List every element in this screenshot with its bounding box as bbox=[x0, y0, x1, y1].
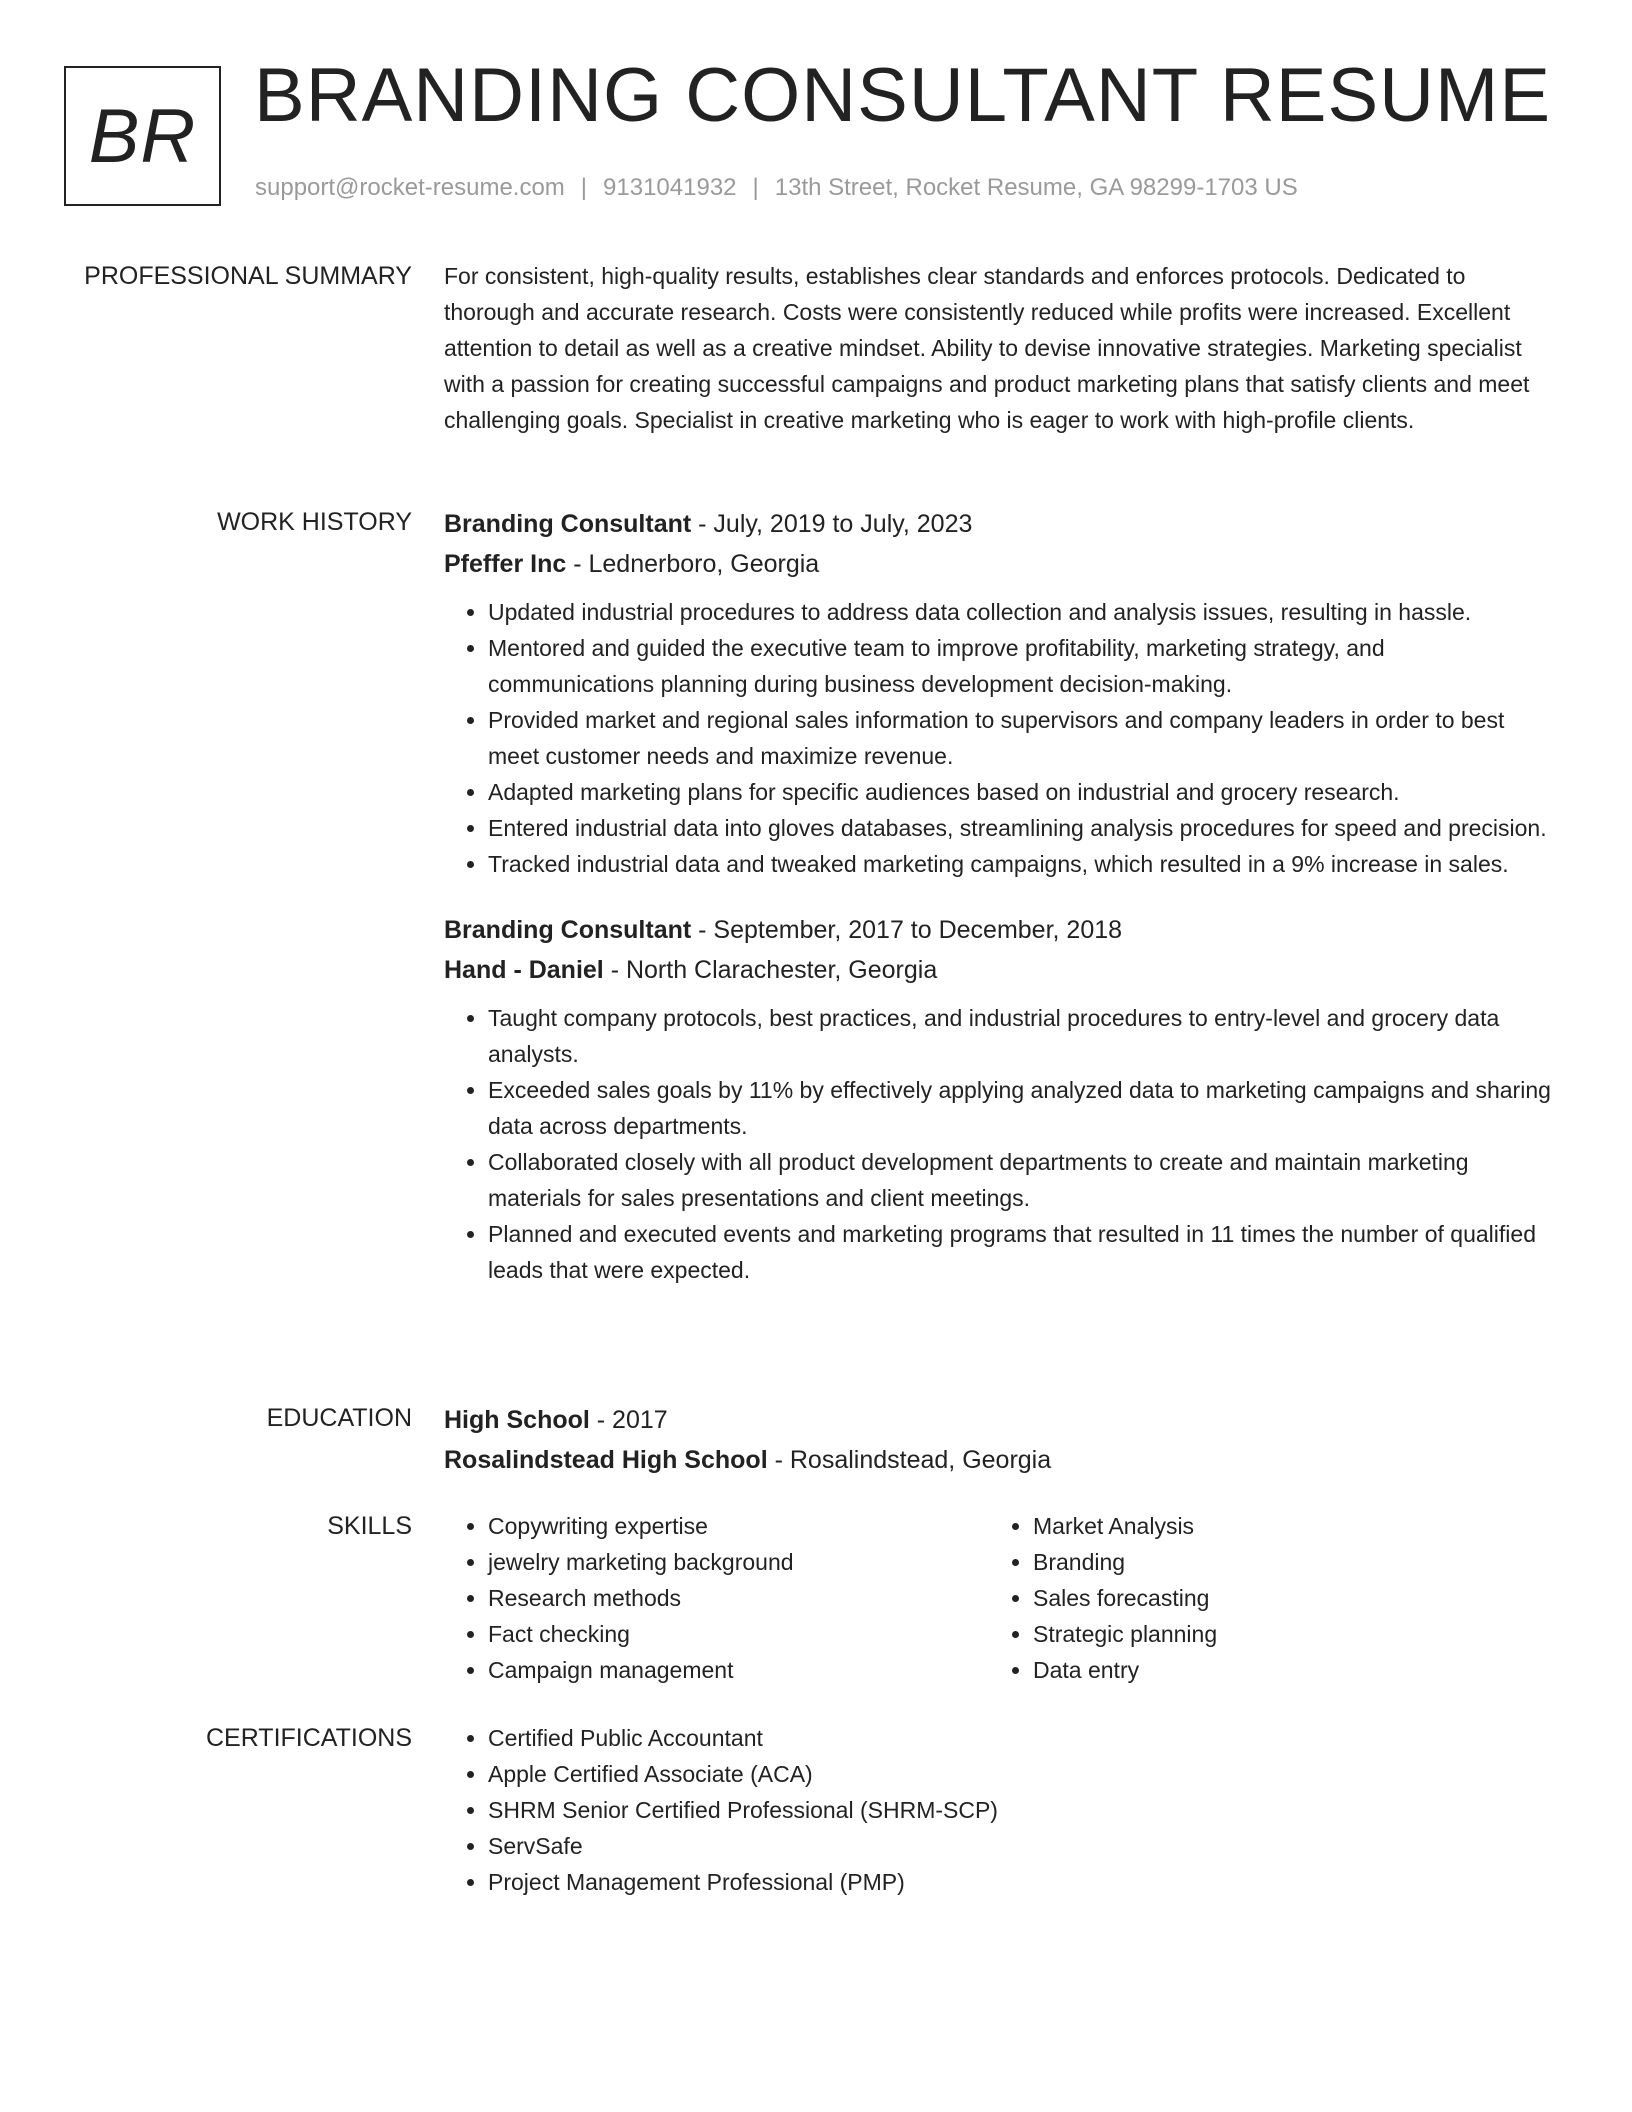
skill-item: • Branding bbox=[1033, 1544, 1534, 1580]
certifications-list bbox=[444, 1720, 1554, 1900]
job-bullet: • Adapted marketing plans for specific audiences based on industrial and grocery research. bbox=[488, 774, 1554, 810]
contact-address: 13th Street, Rocket Resume, GA 98299-1703 US bbox=[774, 174, 1298, 201]
skills-heading: SKILLS bbox=[327, 1512, 412, 1540]
job-bullets bbox=[444, 594, 1554, 882]
skill-item: • Data entry bbox=[1033, 1652, 1534, 1688]
certifications-body bbox=[444, 1720, 1554, 1900]
job-bullet: • Planned and executed events and marketing programs that resulted in 11 times the number of qualified leads that were expected. bbox=[488, 1216, 1554, 1288]
job-bullet: • Mentored and guided the executive team to improve profitability, marketing strategy, and communications planning during business development decision-making. bbox=[488, 630, 1554, 702]
skills-body bbox=[444, 1508, 1554, 1688]
job-location: - Lednerboro, Georgia bbox=[566, 550, 820, 578]
job-title-line bbox=[444, 504, 1554, 544]
education-body bbox=[444, 1400, 1554, 1480]
skill-item: • jewelry marketing background bbox=[488, 1544, 989, 1580]
skill-item: • Strategic planning bbox=[1033, 1616, 1534, 1652]
job-title: Branding Consultant bbox=[444, 510, 692, 538]
job-bullet: • Updated industrial procedures to address data collection and analysis issues, resulting in hassle. bbox=[488, 594, 1554, 630]
summary-text: For consistent, high-quality results, establishes clear standards and enforces protocols. Dedicated to thorough and accurate research. Costs were consistently reduced while profits were increased. Excellent attention to detail as well as a creative mindset. Ability to devise innovative strategies. Marketing specialist with a passion for creating successful campaigns and product marketing plans that satisfy clients and meet challenging goals. Specialist in creative marketing who is eager to work with high-profile clients. bbox=[444, 263, 1530, 433]
contact-separator: | bbox=[580, 174, 588, 201]
job-bullet: • Exceeded sales goals by 11% by effectively applying analyzed data to marketing campaigns and sharing data across departments. bbox=[488, 1072, 1554, 1144]
certifications-heading: CERTIFICATIONS bbox=[205, 1724, 412, 1752]
skill-item: • Copywriting expertise bbox=[488, 1508, 989, 1544]
skills-list-left bbox=[444, 1508, 989, 1688]
job-company: Pfeffer Inc bbox=[444, 550, 567, 578]
education-degree-line bbox=[444, 1400, 1554, 1440]
skill-item: • Sales forecasting bbox=[1033, 1580, 1534, 1616]
education-degree: High School bbox=[444, 1406, 590, 1434]
education-school: Rosalindstead High School bbox=[444, 1446, 768, 1474]
summary-heading: PROFESSIONAL SUMMARY bbox=[84, 262, 412, 290]
skill-item: • Campaign management bbox=[488, 1652, 989, 1688]
job-bullet: • Collaborated closely with all product development departments to create and maintain marketing materials for sales presentations and client meetings. bbox=[488, 1144, 1554, 1216]
summary-body bbox=[444, 258, 1554, 438]
contact-line bbox=[255, 174, 1298, 202]
job-title: Branding Consultant bbox=[444, 916, 692, 944]
education-heading: EDUCATION bbox=[266, 1404, 412, 1432]
job-bullet: • Provided market and regional sales information to supervisors and company leaders in order to best meet customer needs and maximize revenue. bbox=[488, 702, 1554, 774]
job-bullet: • Taught company protocols, best practices, and industrial procedures to entry-level and grocery data analysts. bbox=[488, 1000, 1554, 1072]
education-school-line bbox=[444, 1440, 1554, 1480]
job-bullets bbox=[444, 1000, 1554, 1288]
job-company-line bbox=[444, 950, 1554, 990]
certification-item: • Certified Public Accountant bbox=[488, 1720, 1554, 1756]
job-entry bbox=[444, 504, 1554, 882]
job-company-line bbox=[444, 544, 1554, 584]
certification-item: • ServSafe bbox=[488, 1828, 1554, 1864]
certification-item: • Project Management Professional (PMP) bbox=[488, 1864, 1554, 1900]
job-bullet: • Entered industrial data into gloves databases, streamlining analysis procedures for speed and precision. bbox=[488, 810, 1554, 846]
work-history-body bbox=[444, 504, 1554, 1316]
monogram-logo: BR bbox=[64, 66, 221, 206]
certification-item: • Apple Certified Associate (ACA) bbox=[488, 1756, 1554, 1792]
contact-phone: 9131041932 bbox=[603, 174, 737, 201]
contact-separator: | bbox=[752, 174, 759, 201]
contact-email: support@rocket-resume.com bbox=[255, 174, 565, 201]
job-entry bbox=[444, 910, 1554, 1288]
job-location: - North Clarachester, Georgia bbox=[603, 956, 938, 984]
job-dates: - September, 2017 to December, 2018 bbox=[691, 916, 1123, 944]
education-year: - 2017 bbox=[589, 1406, 668, 1434]
page-title: BRANDING CONSULTANT RESUME bbox=[254, 53, 1552, 138]
job-title-line bbox=[444, 910, 1554, 950]
job-dates: - July, 2019 to July, 2023 bbox=[691, 510, 973, 538]
education-location: - Rosalindstead, Georgia bbox=[767, 1446, 1052, 1474]
certification-item: • SHRM Senior Certified Professional (SHRM-SCP) bbox=[488, 1792, 1554, 1828]
job-company: Hand - Daniel bbox=[444, 956, 604, 984]
job-bullet: • Tracked industrial data and tweaked marketing campaigns, which resulted in a 9% increase in sales. bbox=[488, 846, 1554, 882]
skill-item: • Research methods bbox=[488, 1580, 989, 1616]
skills-list-right bbox=[989, 1508, 1534, 1688]
skill-item: • Market Analysis bbox=[1033, 1508, 1534, 1544]
skill-item: • Fact checking bbox=[488, 1616, 989, 1652]
work-history-heading: WORK HISTORY bbox=[217, 508, 412, 536]
